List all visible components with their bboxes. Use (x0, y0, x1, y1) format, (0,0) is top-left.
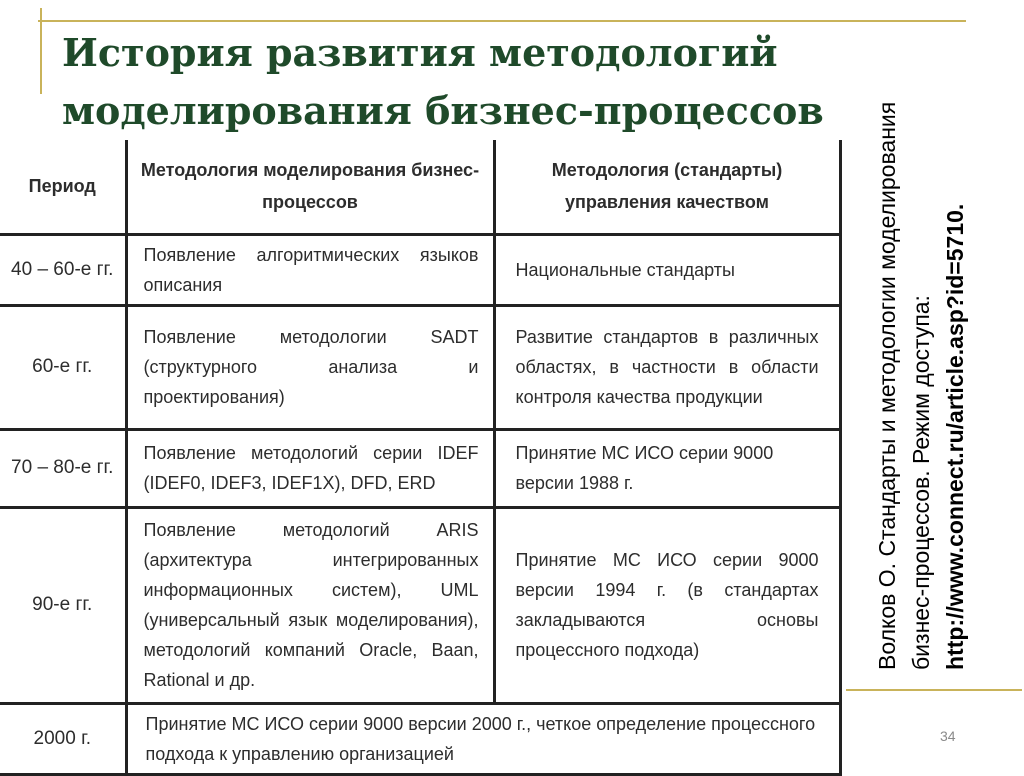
header-methodology: Методология моделирования бизнес-процессов (126, 140, 494, 234)
table-row (0, 507, 840, 703)
quality-cell: Принятие МС ИСО серии 9000 версии 1994 г. (в стандартах закладываются основы процессного подхода) (494, 507, 840, 703)
header-period: Период (0, 140, 126, 234)
period-cell: 60-е гг. (0, 305, 126, 429)
table-row (0, 234, 840, 305)
methodology-cell: Появление методологий ARIS (архитектура интегрированных информационных систем), UML (универсальный язык моделирования), методологий компаний Oracle, Baan, Rational и др. (126, 507, 494, 703)
slide-title-line-2: моделирования бизнес-процессов (62, 88, 824, 133)
period-cell: 40 – 60-е гг. (0, 234, 126, 305)
methodology-cell: Появление методологии SADT (структурного анализа и проектирования) (126, 305, 494, 429)
frame-left-line (40, 8, 42, 94)
frame-top-line (38, 20, 966, 22)
table-row (0, 703, 840, 774)
table-row (0, 429, 840, 507)
quality-cell: Национальные стандарты (494, 234, 840, 305)
combined-cell: Принятие МС ИСО серии 9000 версии 2000 г., четкое определение процессного подхода к управлению организацией (126, 703, 840, 774)
source-citation (870, 90, 1020, 670)
quality-cell: Принятие МС ИСО серии 9000 версии 1988 г. (494, 429, 840, 507)
period-cell: 90-е гг. (0, 507, 126, 703)
quality-cell: Развитие стандартов в различных областях, в частности в области контроля качества продукции (494, 305, 840, 429)
source-text: Волков О. Стандарты и методологии моделирования бизнес-процессов. Режим доступа: (874, 101, 934, 670)
history-table (0, 140, 842, 776)
methodology-cell: Появление методологий серии IDEF (IDEF0, IDEF3, IDEF1X), DFD, ERD (126, 429, 494, 507)
page-number: 34 (940, 728, 956, 744)
slide-title (62, 24, 882, 140)
source-link[interactable]: http://www.connect.ru/article.asp?id=5710. (942, 203, 968, 670)
table-row (0, 305, 840, 429)
methodology-cell: Появление алгоритмических языков описания (126, 234, 494, 305)
slide-title-line-1: История развития методологий (62, 30, 778, 75)
header-quality: Методология (стандарты) управления качеством (494, 140, 840, 234)
period-cell: 70 – 80-е гг. (0, 429, 126, 507)
frame-bottom-line (846, 689, 1022, 691)
table-header-row (0, 140, 840, 234)
period-cell: 2000 г. (0, 703, 126, 774)
